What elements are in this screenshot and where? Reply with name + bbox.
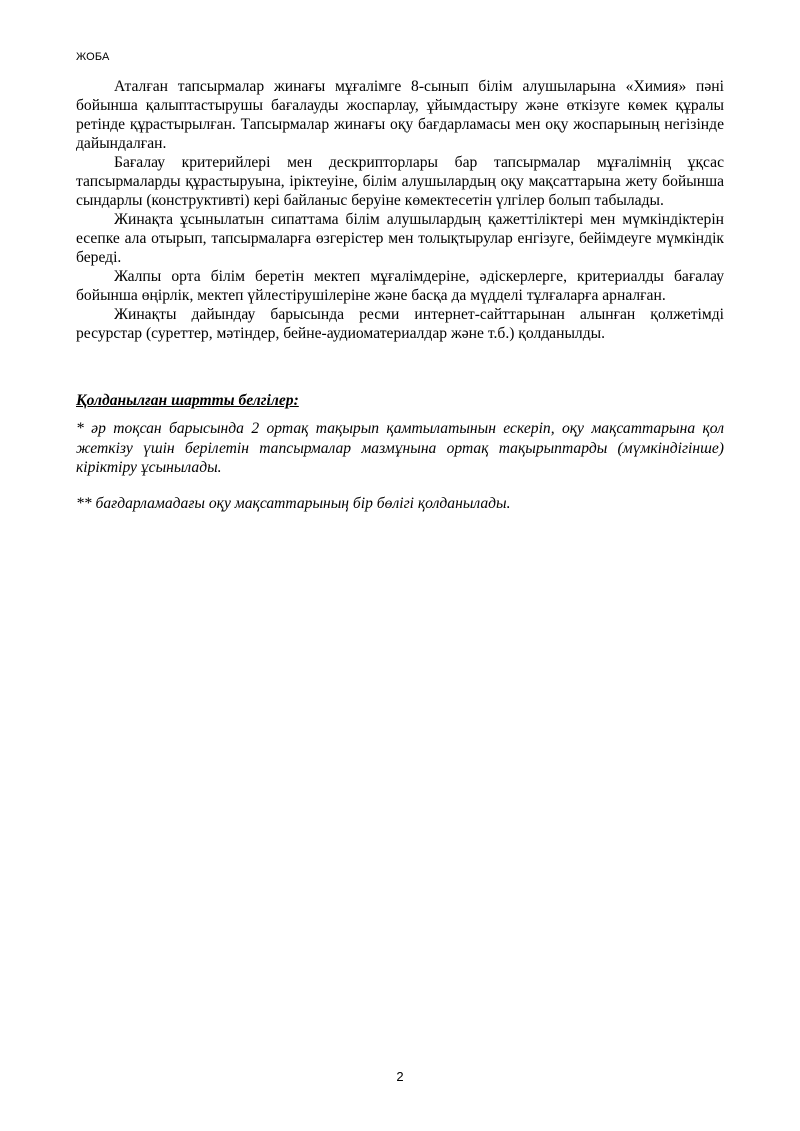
paragraph-criteria: Бағалау критерийлері мен дескрипторлары бар тапсырмалар мұғалімнің ұқсас тапсырмаларды құрастыруына, іріктеуіне, білім алушылардың оқу мақсаттарына жету бойынша сындарлы (конструктивті) кері байланыс беруіне көмектесетін үлгілер болып табылады. bbox=[76, 154, 724, 209]
paragraph-audience: Жалпы орта білім беретін мектеп мұғалімдеріне, әдіскерлерге, критериалды бағалау бойынша өңірлік, мектеп үйлестірушілеріне және басқа да мүдделі тұлғаларға арналған. bbox=[76, 268, 724, 304]
paragraph-purpose: Аталған тапсырмалар жинағы мұғалімге 8-сынып білім алушыларына «Химия» пәні бойынша қалыптастырушы бағалауды жоспарлау, ұйымдастыру және өткізуге көмек құралы ретінде құрастырылған. Тапсырмалар жинағы оқу бағдарламасы мен оқу жоспарының негізінде дайындалған. bbox=[76, 78, 724, 152]
paragraph-adaptation: Жинақта ұсынылатын сипаттама білім алушылардың қажеттіліктері мен мүмкіндіктерін есепке ала отырып, тапсырмаларға өзгерістер мен толықтырулар енгізуге, бейімдеуге мүмкіндік береді. bbox=[76, 211, 724, 266]
legend-title: Қолданылған шартты белгілер: bbox=[76, 392, 299, 409]
legend-note-single-asterisk: * әр тоқсан барысында 2 ортақ тақырып қамтылатынын ескеріп, оқу мақсаттарына қол жеткізу үшін берілетін тапсырмалар мазмұнына ортақ тақырыптарды (мүмкіндігінше) кіріктіру ұсынылады. bbox=[76, 420, 724, 476]
body-text bbox=[76, 77, 724, 343]
draft-watermark: ЖОБА bbox=[76, 51, 110, 63]
paragraph-resources: Жинақты дайындау барысында ресми интернет-сайттарынан алынған қолжетімді ресурстар (суреттер, мәтіндер, бейне-аудиоматериалдар және т.б.) қолданылды. bbox=[76, 306, 724, 342]
legend-note-double-asterisk: ** бағдарламадағы оқу мақсаттарының бір бөлігі қолданылады. bbox=[76, 495, 511, 512]
page-number: 2 bbox=[396, 1069, 404, 1084]
